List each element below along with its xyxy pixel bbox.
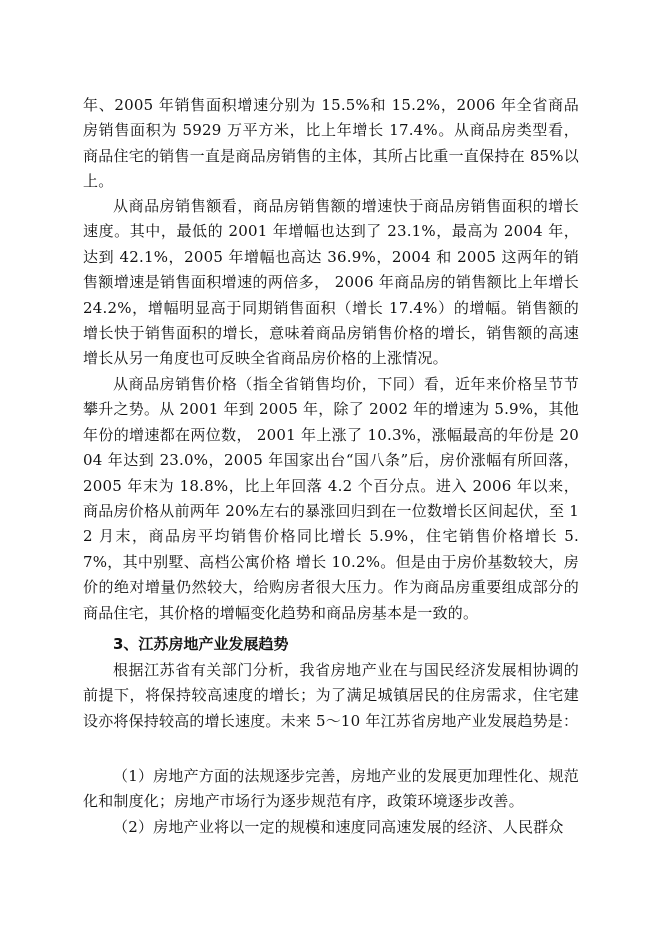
paragraph-sales-area: 年、2005 年销售面积增速分别为 15.5%和 15.2%，2006 年全省商品房销售面积为 5929 万平方米，比上年增长 17.4%。从商品房类型看，商品住宅的销售一直是商品房销售的主体，其所占比重一直保持在 85%以上。 xyxy=(83,96,579,191)
paragraph-sales-revenue: 从商品房销售额看，商品房销售额的增速快于商品房销售面积的增长速度。其中，最低的 2001 年增幅也达到了 23.1%，最高为 2004 年，达到 42.1%，2005 年增幅也高达 36.9%，2004 和 2005 这两年的销售额增速是销售面积增速的两倍多， 2006 年商品房的销售额比上年增长 24.2%，增幅明显高于同期销售面积（增长 17.4%）的增幅。销售额的增长快于销售面积的增长，意味着商品房销售价格的增长，销售额的高速增长从另一角度也可反映全省商品房价格的上涨情况。 xyxy=(83,197,579,368)
section-heading: 3、江苏房地产业发展趋势 xyxy=(113,635,289,653)
list-item-trend-1: （1）房地产方面的法规逐步完善，房地产业的发展更加理性化、规范化和制度化；房地产市场行为逐步规范有序，政策环境逐步改善。 xyxy=(83,767,579,811)
list-item-trend-2: （2）房地产业将以一定的规模和速度同高速发展的经济、人民群众 xyxy=(113,818,564,836)
paragraph-development-trend: 根据江苏省有关部门分析，我省房地产业在与国民经济发展相协调的前提下，将保持较高速度的增长；为了满足城镇居民的住房需求，住宅建设亦将保持较高的增长速度。未来 5～10 年江苏省房地产业发展趋势是： xyxy=(83,661,579,730)
paragraph-sales-price: 从商品房销售价格（指全省销售均价，下同）看，近年来价格呈节节攀升之势。从 2001 年到 2005 年，除了 2002 年的增速为 5.9%，其他年份的增速都在两位数， 2001 年上涨了 10.3%，涨幅最高的年份是 2004 年达到 23.0%，2005 年国家出台“国八条”后，房价涨幅有所回落，2005 年末为 18.8%，比上年回落 4.2 个百分点。进入 2006 年以来，商品房价格从前两年 20%左右的暴涨回归到在一位数增长区间起伏，至 12 月末，商品房平均销售价格同比增长 5.9%，住宅销售价格增长 5.7%，其中别墅、高档公寓价格 增长 10.2%。但是由于房价基数较大，房价的绝对增量仍然较大，给购房者很大压力。作为商品房重要组成部分的商品住宅，其价格的增幅变化趋势和商品房基本是一致的。 xyxy=(83,375,579,622)
